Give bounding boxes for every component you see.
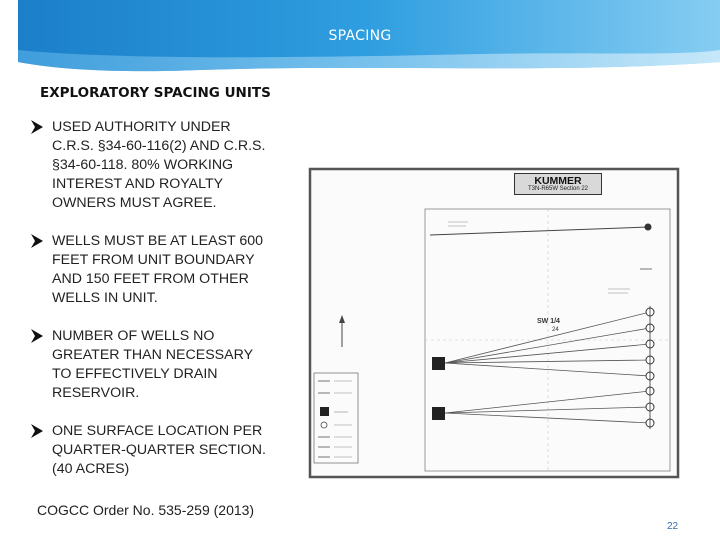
bullet-item bbox=[30, 327, 305, 403]
arrow-bullet-icon bbox=[30, 119, 44, 135]
order-citation: COGCC Order No. 535-259 (2013) bbox=[37, 502, 255, 518]
bullet-line: WELLS IN UNIT. bbox=[52, 290, 158, 306]
bullet-line: FEET FROM UNIT BOUNDARY bbox=[52, 252, 255, 268]
well-plat-map bbox=[308, 167, 680, 479]
plat-title-box bbox=[514, 173, 602, 195]
plat-subtitle: T3N-R65W Section 22 bbox=[527, 186, 589, 192]
arrow-bullet-icon bbox=[30, 233, 44, 249]
bullet-line: WELLS MUST BE AT LEAST 600 bbox=[52, 233, 264, 249]
bullet-line: (40 ACRES) bbox=[52, 461, 130, 477]
plat-section-number: 24 bbox=[552, 327, 559, 333]
bullet-line: C.R.S. §34-60-116(2) AND C.R.S. bbox=[52, 138, 266, 154]
header-banner bbox=[0, 0, 720, 76]
slide-title: SPACING bbox=[328, 28, 392, 44]
bullet-line: §34-60-118. 80% WORKING bbox=[52, 157, 234, 173]
bullet-list bbox=[30, 118, 305, 498]
bullet-line: USED AUTHORITY UNDER bbox=[52, 119, 231, 135]
slide-subtitle: EXPLORATORY SPACING UNITS bbox=[40, 85, 271, 101]
bullet-line: RESERVOIR. bbox=[52, 385, 140, 401]
bullet-item bbox=[30, 118, 305, 213]
arrow-bullet-icon bbox=[30, 423, 44, 439]
page-number: 22 bbox=[667, 521, 679, 532]
plat-drawing bbox=[308, 167, 680, 479]
bullet-line: TO EFFECTIVELY DRAIN bbox=[52, 366, 218, 382]
bullet-item bbox=[30, 232, 305, 308]
bullet-line: QUARTER-QUARTER SECTION. bbox=[52, 442, 266, 458]
plat-title: KUMMER bbox=[534, 175, 582, 187]
bullet-item bbox=[30, 422, 305, 479]
bullet-line: ONE SURFACE LOCATION PER bbox=[52, 423, 263, 439]
bullet-line: NUMBER OF WELLS NO bbox=[52, 328, 215, 344]
plat-section-label: SW 1/4 bbox=[537, 318, 560, 325]
bullet-line: OWNERS MUST AGREE. bbox=[52, 195, 217, 211]
arrow-bullet-icon bbox=[30, 328, 44, 344]
bullet-line: AND 150 FEET FROM OTHER bbox=[52, 271, 249, 287]
bullet-line: INTEREST AND ROYALTY bbox=[52, 176, 224, 192]
bullet-line: GREATER THAN NECESSARY bbox=[52, 347, 254, 363]
